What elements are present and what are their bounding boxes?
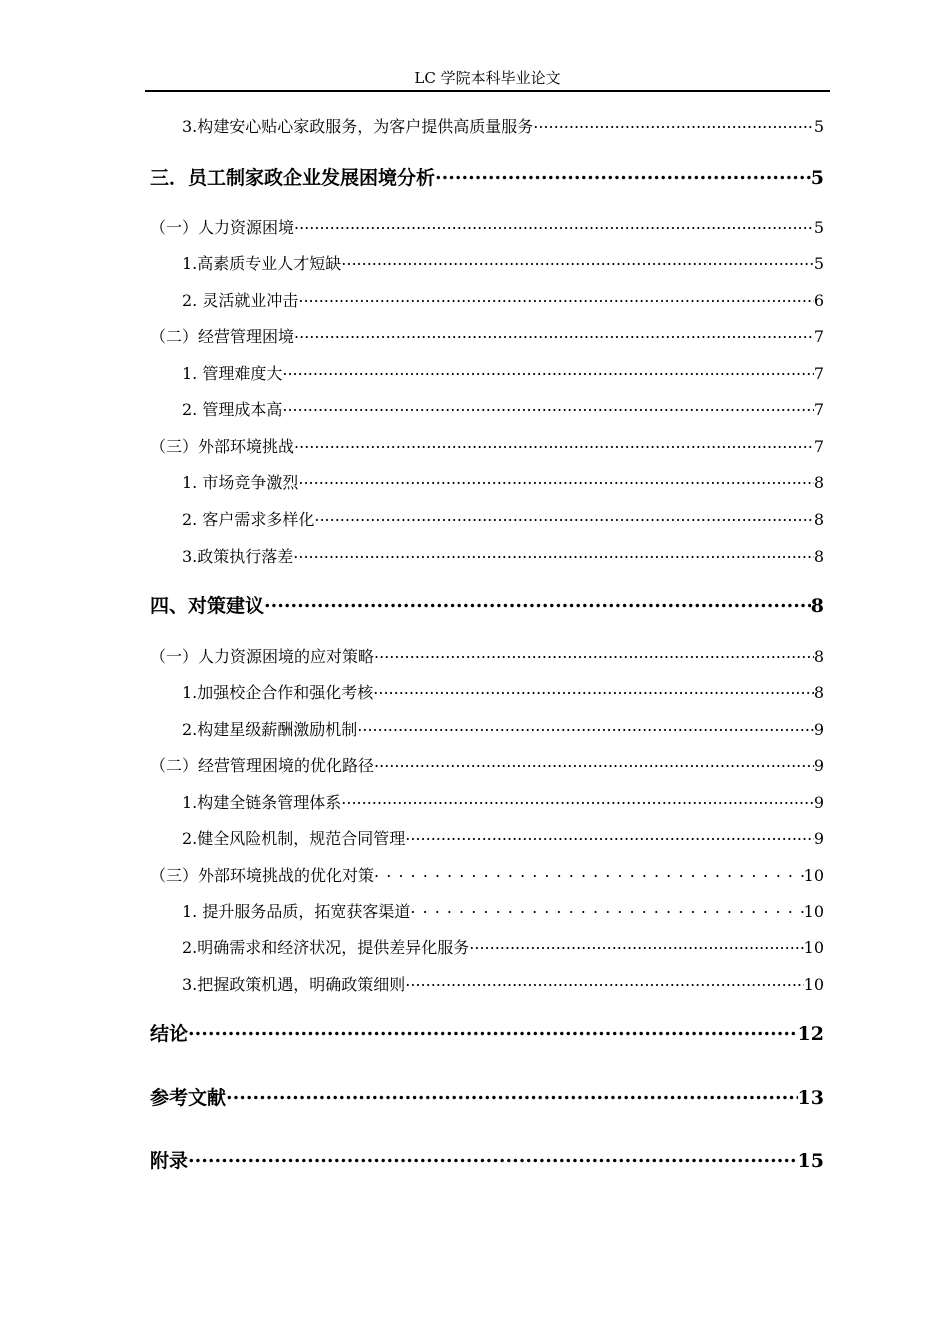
dot-leader [282, 399, 813, 415]
dot-leader [469, 937, 803, 953]
toc-entry-title: 四、对策建议 [150, 595, 265, 617]
toc-entry-title: 附录 [150, 1150, 189, 1172]
toc-entry-title: 1.构建全链条管理体系 [182, 793, 342, 812]
toc-entry[interactable] [150, 1019, 824, 1046]
toc-entry-page: 8 [813, 473, 824, 492]
dot-leader [405, 828, 814, 844]
toc-entry-page: 9 [813, 829, 824, 848]
toc-entry-page: 7 [813, 437, 824, 456]
toc-entry-title: （一）人力资源困境的应对策略 [150, 647, 375, 666]
dot-leader [188, 1148, 798, 1167]
toc-entry-title: 1. 管理难度大 [182, 364, 283, 383]
dot-leader [374, 646, 814, 662]
toc-entry-page: 5 [813, 117, 824, 136]
toc-entry-title: 1. 提升服务品质，拓宽获客渠道 [182, 902, 411, 921]
dot-leader [405, 974, 803, 990]
toc-entry[interactable] [150, 361, 824, 384]
toc-entry-title: 2.构建星级薪酬激励机制 [182, 720, 358, 739]
toc-entry-title: 2. 客户需求多样化 [182, 510, 315, 529]
dot-leader [374, 865, 804, 881]
toc-entry-page: 5 [810, 167, 824, 189]
toc-entry[interactable] [150, 1146, 824, 1173]
toc-entry[interactable] [150, 899, 824, 922]
toc-entry-page: 10 [803, 866, 824, 885]
toc-entry[interactable] [150, 114, 824, 137]
dot-leader [294, 217, 814, 233]
dot-leader [341, 792, 814, 808]
toc-entry-page: 8 [810, 595, 824, 617]
toc-entry-title: 2.健全风险机制，规范合同管理 [182, 829, 406, 848]
toc-entry-page: 8 [813, 683, 824, 702]
toc-entry-page: 7 [813, 364, 824, 383]
toc-entry[interactable] [150, 434, 824, 457]
toc-entry-title: 2. 灵活就业冲击 [182, 291, 299, 310]
page-header: LC 学院本科毕业论文 [145, 66, 830, 92]
toc-entry-title: 1.加强校企合作和强化考核 [182, 683, 374, 702]
toc-entry-page: 9 [813, 756, 824, 775]
dot-leader [282, 363, 813, 379]
toc-entry-title: （二）经营管理困境 [150, 327, 295, 346]
toc-entry[interactable] [150, 397, 824, 420]
dot-leader [533, 116, 814, 132]
toc-entry-title: 2.明确需求和经济状况，提供差异化服务 [182, 938, 470, 957]
toc-entry-title: 2. 管理成本高 [182, 400, 283, 419]
toc-entry[interactable] [150, 790, 824, 813]
toc-entry[interactable] [150, 288, 824, 311]
toc-entry[interactable] [150, 972, 824, 995]
toc-entry-title: 结论 [150, 1023, 189, 1045]
toc-entry[interactable] [150, 163, 824, 190]
toc-entry-page: 5 [813, 254, 824, 273]
dot-leader [293, 546, 814, 562]
toc-entry-title: （一）人力资源困境 [150, 218, 295, 237]
toc-entry-page: 6 [813, 291, 824, 310]
toc-entry[interactable] [150, 507, 824, 530]
dot-leader [314, 509, 813, 525]
dot-leader [298, 290, 813, 306]
toc-entry-page: 7 [813, 400, 824, 419]
dot-leader [373, 682, 814, 698]
toc-entry[interactable] [150, 935, 824, 958]
toc-entry[interactable] [150, 753, 824, 776]
toc-entry-title: 三．员工制家政企业发展困境分析 [150, 167, 436, 189]
toc-entry-page: 13 [797, 1087, 824, 1109]
toc-entry-page: 10 [803, 938, 824, 957]
toc-entry[interactable] [150, 470, 824, 493]
toc-entry[interactable] [150, 863, 824, 886]
dot-leader [435, 165, 811, 184]
dot-leader [226, 1085, 798, 1104]
toc-entry-page: 9 [813, 720, 824, 739]
toc-entry-page: 5 [813, 218, 824, 237]
dot-leader [294, 326, 814, 342]
toc-entry-title: （二）经营管理困境的优化路径 [150, 756, 375, 775]
toc-entry-title: 1. 市场竞争激烈 [182, 473, 299, 492]
dot-leader [298, 472, 813, 488]
toc-entry-title: （三）外部环境挑战的优化对策 [150, 866, 375, 885]
dot-leader [374, 755, 814, 771]
toc-entry[interactable] [150, 544, 824, 567]
toc-entry-page: 8 [813, 510, 824, 529]
dot-leader [410, 901, 803, 917]
toc-entry-page: 15 [797, 1150, 824, 1172]
toc-entry-page: 9 [813, 793, 824, 812]
toc-entry-page: 8 [813, 547, 824, 566]
toc-entry[interactable] [150, 644, 824, 667]
toc-entry[interactable] [150, 215, 824, 238]
toc-entry-page: 10 [803, 975, 824, 994]
toc-entry-title: 3.构建安心贴心家政服务，为客户提供高质量服务 [182, 117, 534, 136]
toc-entry-title: 1.高素质专业人才短缺 [182, 254, 342, 273]
toc-entry-title: （三）外部环境挑战 [150, 437, 295, 456]
dot-leader [357, 719, 814, 735]
toc-entry-page: 7 [813, 327, 824, 346]
toc-entry[interactable] [150, 826, 824, 849]
toc-entry-page: 10 [803, 902, 824, 921]
toc-entry[interactable] [150, 591, 824, 618]
toc-entry-page: 8 [813, 647, 824, 666]
toc-entry[interactable] [150, 251, 824, 274]
toc-entry-title: 参考文献 [150, 1087, 227, 1109]
dot-leader [264, 593, 811, 612]
toc-entry[interactable] [150, 717, 824, 740]
dot-leader [294, 436, 814, 452]
dot-leader [188, 1021, 798, 1040]
toc-entry-title: 3.把握政策机遇，明确政策细则 [182, 975, 406, 994]
toc-entry-page: 12 [797, 1023, 824, 1045]
toc-entry-title: 3.政策执行落差 [182, 547, 294, 566]
toc-entry[interactable] [150, 1083, 824, 1110]
toc-entry[interactable] [150, 324, 824, 347]
toc-entry[interactable] [150, 680, 824, 703]
dot-leader [341, 253, 814, 269]
